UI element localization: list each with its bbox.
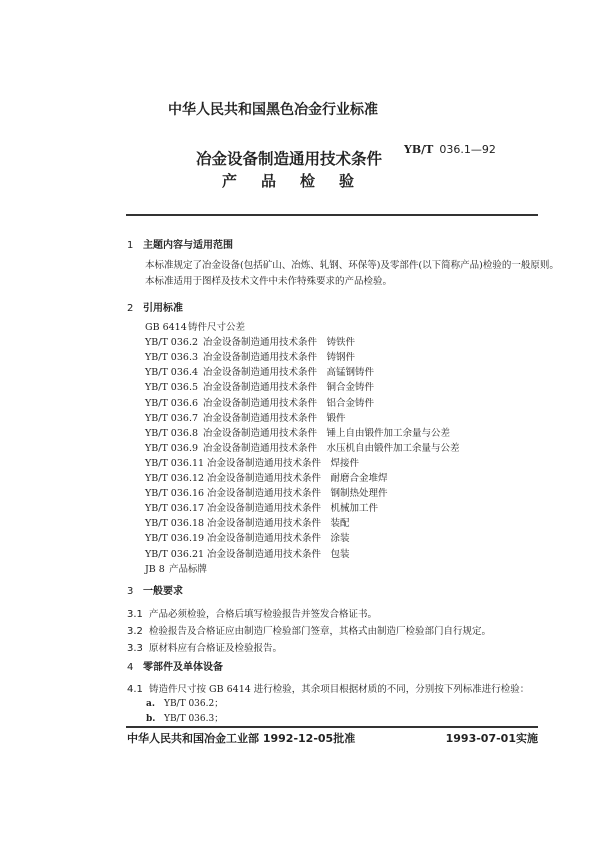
reference-item xyxy=(145,425,450,439)
reference-title: 冶金设备制造通用技术条件 装配 xyxy=(207,518,350,530)
reference-code: YB/T 036.2 xyxy=(145,337,199,349)
clause-number: 4.1 xyxy=(127,684,143,695)
reference-item xyxy=(145,395,374,409)
clause-number: 3.1 xyxy=(127,609,143,620)
reference-code: YB/T 036.8 xyxy=(145,427,199,439)
reference-code: YB/T 036.18 xyxy=(145,518,205,530)
reference-title: 铸件尺寸公差 xyxy=(188,322,246,333)
clause-number: 3.3 xyxy=(127,643,143,654)
paragraph: 本标准适用于图样及技术文件中未作特殊要求的产品检验。 xyxy=(145,276,393,287)
reference-item xyxy=(145,410,346,424)
list-marker: b. xyxy=(146,714,156,724)
list-item xyxy=(146,711,223,724)
reference-title: 冶金设备制造通用技术条件 铸铁件 xyxy=(203,337,356,349)
reference-item xyxy=(145,561,207,575)
reference-item xyxy=(145,500,378,514)
reference-title: 冶金设备制造通用技术条件 耐磨合金堆焊 xyxy=(207,473,388,484)
clause-number: 3.2 xyxy=(127,626,143,637)
section-number: 1 xyxy=(127,240,134,251)
section-title: 零部件及单体设备 xyxy=(143,662,223,673)
reference-code: YB/T 036.7 xyxy=(145,412,199,424)
standard-prefix: YB/T xyxy=(404,143,434,156)
reference-code: YB/T 036.21 xyxy=(145,548,205,560)
effective-date: 1993-07-01实施 xyxy=(445,732,538,745)
reference-title: 冶金设备制造通用技术条件 锤上自由锻件加工余量与公差 xyxy=(203,427,451,439)
reference-code: YB/T 036.3 xyxy=(145,352,199,364)
reference-title: 冶金设备制造通用技术条件 焊接件 xyxy=(207,457,360,469)
reference-item xyxy=(145,530,350,544)
clause-text: 铸造件尺寸按 GB 6414 进行检验，其余项目根据材质的不同，分别按下列标准进行检验： xyxy=(149,684,530,695)
section-number: 3 xyxy=(127,586,134,597)
clause xyxy=(127,640,282,654)
approval-line: 中华人民共和国冶金工业部 1992-12-05批准 xyxy=(127,732,356,745)
reference-item xyxy=(145,515,350,529)
section-number: 4 xyxy=(127,662,134,673)
section-4-heading xyxy=(127,658,223,673)
reference-title: 冶金设备制造通用技术条件 铝合金铸件 xyxy=(203,397,375,409)
reference-item xyxy=(145,364,374,378)
clause xyxy=(127,606,377,620)
clause-text: 产品必须检验，合格后填写检验报告并签发合格证书。 xyxy=(149,609,378,620)
reference-code: YB/T 036.5 xyxy=(145,382,199,394)
reference-title: 冶金设备制造通用技术条件 包装 xyxy=(207,548,350,560)
reference-code: JB 8 xyxy=(145,563,165,575)
reference-item xyxy=(145,440,460,454)
reference-title: 冶金设备制造通用技术条件 高锰钢铸件 xyxy=(203,367,375,379)
reference-code: YB/T 036.16 xyxy=(145,488,205,500)
reference-item xyxy=(145,455,359,469)
reference-code: YB/T 036.4 xyxy=(145,367,199,379)
list-marker: a. xyxy=(146,699,155,709)
clause xyxy=(127,681,529,695)
reference-title: 冶金设备制造通用技术条件 铸钢件 xyxy=(203,352,356,364)
reference-title: 冶金设备制造通用技术条件 铜合金铸件 xyxy=(203,382,375,394)
reference-code: YB/T 036.11 xyxy=(145,457,205,469)
reference-title: 冶金设备制造通用技术条件 钢制热处理件 xyxy=(207,488,388,500)
section-number: 2 xyxy=(127,303,134,314)
reference-title: 冶金设备制造通用技术条件 水压机自由锻件加工余量与公差 xyxy=(203,442,460,454)
reference-item xyxy=(145,379,374,393)
paragraph: 本标准规定了冶金设备(包括矿山、冶炼、轧钢、环保等)及零部件(以下简称产品)检验的一般原则。 xyxy=(145,260,559,271)
footer-divider xyxy=(126,726,538,728)
list-text: YB/T 036.2； xyxy=(164,699,224,709)
reference-code: YB/T 036.17 xyxy=(145,503,205,515)
list-text: YB/T 036.3； xyxy=(164,714,224,724)
standard-code xyxy=(404,143,496,156)
document-title: 冶金设备制造通用技术条件 xyxy=(196,150,383,168)
reference-title: 冶金设备制造通用技术条件 涂装 xyxy=(207,533,350,545)
reference-item xyxy=(145,319,245,333)
reference-item xyxy=(145,349,355,363)
standard-number: 036.1—92 xyxy=(439,143,496,156)
section-1-heading xyxy=(127,236,233,251)
reference-code: GB 6414 xyxy=(145,322,187,333)
clause xyxy=(127,623,491,637)
reference-item xyxy=(145,546,350,560)
reference-code: YB/T 036.9 xyxy=(145,442,199,454)
reference-title: 冶金设备制造通用技术条件 机械加工件 xyxy=(207,503,379,515)
header-divider xyxy=(126,214,538,216)
section-title: 主题内容与适用范围 xyxy=(143,240,233,251)
reference-item xyxy=(145,485,388,499)
reference-title: 产品标牌 xyxy=(169,563,208,575)
issuing-agency: 中华人民共和国黑色冶金行业标准 xyxy=(168,102,378,118)
section-3-heading xyxy=(127,582,183,597)
reference-item xyxy=(145,470,388,484)
section-title: 一般要求 xyxy=(143,586,183,597)
section-title: 引用标准 xyxy=(143,303,183,314)
reference-item xyxy=(145,334,355,348)
list-item xyxy=(146,696,223,709)
clause-text: 检验报告及合格证应由制造厂检验部门签章，其格式由制造厂检验部门自行规定。 xyxy=(149,626,492,637)
clause-text: 原材料应有合格证及检验报告。 xyxy=(149,643,283,654)
reference-code: YB/T 036.6 xyxy=(145,397,199,409)
reference-code: YB/T 036.12 xyxy=(145,473,205,484)
reference-title: 冶金设备制造通用技术条件 锻件 xyxy=(203,412,346,424)
reference-code: YB/T 036.19 xyxy=(145,533,205,545)
section-2-heading xyxy=(127,299,183,314)
document-subtitle: 产品检验 xyxy=(222,172,379,190)
